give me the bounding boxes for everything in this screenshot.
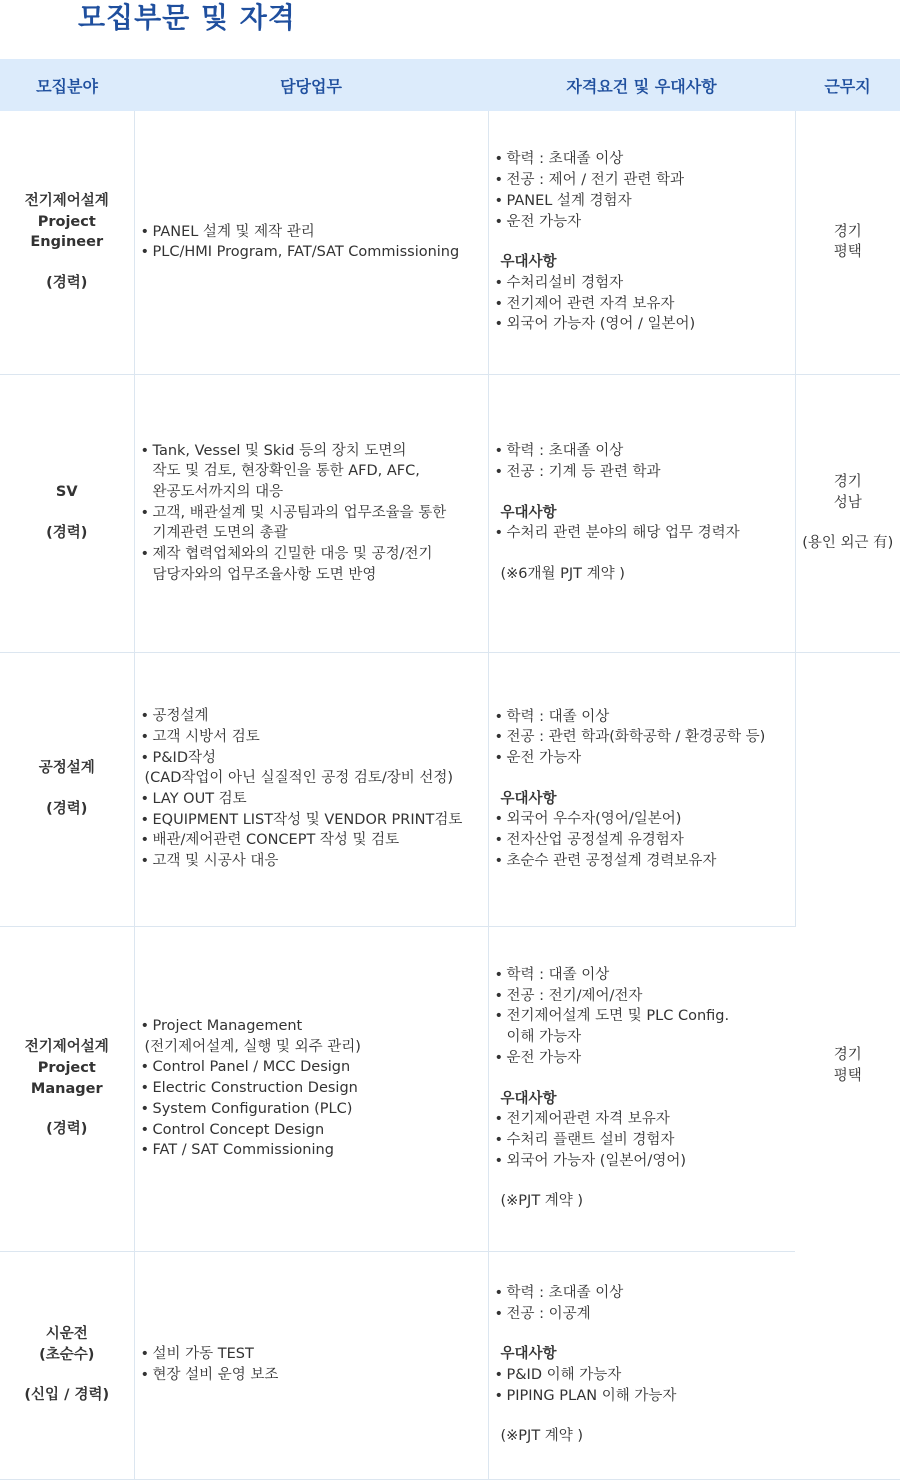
duty-continuation: 기계관련 도면의 총괄 <box>141 523 484 544</box>
requirements-cell <box>488 1251 795 1479</box>
preference-title: 우대사항 <box>495 252 791 273</box>
requirement-item: • 전공 : 이공계 <box>495 1304 792 1325</box>
field-name: 전기제어설계 <box>0 1037 134 1058</box>
duty-item: • 공정설계 <box>141 706 484 727</box>
duty-item: • Electric Construction Design <box>141 1078 484 1099</box>
location-line: 성남 <box>796 493 900 514</box>
requirement-item: • 전공 : 기계 등 관련 학과 <box>495 462 791 483</box>
table-row <box>0 926 900 1251</box>
duty-item: • PLC/HMI Program, FAT/SAT Commissioning <box>141 242 484 263</box>
duties-cell <box>134 926 488 1251</box>
field-name: SV <box>0 482 134 503</box>
duty-item: • Tank, Vessel 및 Skid 등의 장치 도면의 <box>141 441 484 462</box>
contract-note: (※6개월 PJT 계약 ) <box>495 564 791 585</box>
field-name: 시운전 <box>0 1324 134 1345</box>
table-row <box>0 1251 900 1479</box>
header-field: 모집분야 <box>0 59 134 111</box>
preference-item: • 전자산업 공정설계 유경험자 <box>495 830 791 851</box>
field-cell <box>0 1251 134 1479</box>
duty-continuation: 작도 및 검토, 현장확인을 통한 AFD, AFC, <box>141 461 484 482</box>
duty-continuation: (전기제어설계, 실행 및 외주 관리) <box>141 1037 484 1058</box>
preference-item: • 초순수 관련 공정설계 경력보유자 <box>495 851 791 872</box>
field-level: (경력) <box>0 799 134 820</box>
preference-item: • 수처리 플랜트 설비 경험자 <box>495 1130 792 1151</box>
requirements-cell <box>488 652 795 926</box>
duty-item: • PANEL 설계 및 제작 관리 <box>141 222 484 243</box>
duty-continuation: (CAD작업이 아닌 실질적인 공정 검토/장비 선정) <box>141 768 484 789</box>
requirement-continuation: 이해 가능자 <box>495 1027 792 1048</box>
preference-title: 우대사항 <box>495 1089 792 1110</box>
duty-item: • 배관/제어관련 CONCEPT 작성 및 검토 <box>141 830 484 851</box>
location-line: 평택 <box>796 242 900 263</box>
table-row <box>0 374 900 652</box>
duty-item: • 설비 가동 TEST <box>141 1344 484 1365</box>
duty-continuation: 담당자와의 업무조율사항 도면 반영 <box>141 565 484 586</box>
preference-title: 우대사항 <box>495 789 791 810</box>
preference-item: • 수처리 관련 분야의 해당 업무 경력자 <box>495 523 791 544</box>
page-title: 모집부문 및 자격 <box>78 0 296 40</box>
requirement-item: • 학력 : 초대졸 이상 <box>495 441 791 462</box>
preference-item: • P&ID 이해 가능자 <box>495 1365 792 1386</box>
requirement-item: • 운전 가능자 <box>495 1048 792 1069</box>
field-name: 공정설계 <box>0 758 134 779</box>
requirements-cell <box>488 111 795 374</box>
requirement-item: • 학력 : 초대졸 이상 <box>495 1283 792 1304</box>
requirement-item: • 전공 : 제어 / 전기 관련 학과 <box>495 170 791 191</box>
duty-item: • 제작 협력업체와의 긴밀한 대응 및 공정/전기 <box>141 544 484 565</box>
table-header-row <box>0 59 900 111</box>
duty-item: • Control Panel / MCC Design <box>141 1057 484 1078</box>
preference-title: 우대사항 <box>495 503 791 524</box>
requirement-item: • 학력 : 대졸 이상 <box>495 707 791 728</box>
location-line: 경기 <box>796 1045 900 1066</box>
header-location: 근무지 <box>795 59 900 111</box>
preference-item: • 전기제어 관련 자격 보유자 <box>495 294 791 315</box>
duty-continuation: 완공도서까지의 대응 <box>141 482 484 503</box>
duty-item: • P&ID작성 <box>141 748 484 769</box>
field-level: (경력) <box>0 523 134 544</box>
contract-note: (※PJT 계약 ) <box>495 1191 792 1212</box>
table-row <box>0 111 900 374</box>
location-cell <box>795 652 900 1479</box>
duties-cell <box>134 652 488 926</box>
requirement-item: • 운전 가능자 <box>495 748 791 769</box>
field-name: Project Engineer <box>0 212 134 253</box>
location-line: 평택 <box>796 1066 900 1087</box>
duty-item: • EQUIPMENT LIST작성 및 VENDOR PRINT검토 <box>141 810 484 831</box>
duty-item: • System Configuration (PLC) <box>141 1099 484 1120</box>
location-cell <box>795 374 900 652</box>
requirement-item: • 전공 : 전기/제어/전자 <box>495 986 792 1007</box>
location-line: 경기 <box>796 472 900 493</box>
preference-title: 우대사항 <box>495 1344 792 1365</box>
duty-item: • 현장 설비 운영 보조 <box>141 1365 484 1386</box>
location-note: (용인 외근 有) <box>796 533 900 554</box>
requirements-cell <box>488 926 795 1251</box>
field-cell <box>0 111 134 374</box>
field-name: Project Manager <box>0 1058 134 1099</box>
requirements-cell <box>488 374 795 652</box>
header-requirements: 자격요건 및 우대사항 <box>488 59 795 111</box>
preference-item: • 외국어 가능자 (영어 / 일본어) <box>495 314 791 335</box>
duty-item: • Project Management <box>141 1016 484 1037</box>
field-cell <box>0 652 134 926</box>
location-line: 경기 <box>796 222 900 243</box>
requirement-item: • 학력 : 초대졸 이상 <box>495 149 791 170</box>
requirement-item: • 전기제어설계 도면 및 PLC Config. <box>495 1006 792 1027</box>
table-row <box>0 652 900 926</box>
duty-item: • Control Concept Design <box>141 1120 484 1141</box>
contract-note: (※PJT 계약 ) <box>495 1426 792 1447</box>
location-cell <box>795 111 900 374</box>
requirement-item: • 학력 : 대졸 이상 <box>495 965 792 986</box>
field-cell <box>0 926 134 1251</box>
duty-item: • LAY OUT 검토 <box>141 789 484 810</box>
duties-cell <box>134 374 488 652</box>
requirement-item: • PANEL 설계 경험자 <box>495 191 791 212</box>
duty-item: • 고객 시방서 검토 <box>141 727 484 748</box>
field-level: (경력) <box>0 273 134 294</box>
requirement-item: • 운전 가능자 <box>495 212 791 233</box>
field-name: 전기제어설계 <box>0 191 134 212</box>
duties-cell <box>134 1251 488 1479</box>
preference-item: • 전기제어관련 자격 보유자 <box>495 1109 792 1130</box>
preference-item: • 외국어 우수자(영어/일본어) <box>495 809 791 830</box>
preference-item: • 외국어 가능자 (일본어/영어) <box>495 1151 792 1172</box>
duty-item: • FAT / SAT Commissioning <box>141 1140 484 1161</box>
duties-cell <box>134 111 488 374</box>
header-duties: 담당업무 <box>134 59 488 111</box>
duty-item: • 고객 및 시공사 대응 <box>141 851 484 872</box>
field-level: (경력) <box>0 1119 134 1140</box>
requirement-item: • 전공 : 관련 학과(화학공학 / 환경공학 등) <box>495 727 791 748</box>
field-name: (초순수) <box>0 1345 134 1366</box>
duty-item: • 고객, 배관설계 및 시공팀과의 업무조율을 통한 <box>141 503 484 524</box>
preference-item: • PIPING PLAN 이해 가능자 <box>495 1386 792 1407</box>
recruitment-table <box>0 59 900 1480</box>
field-level: (신입 / 경력) <box>0 1385 134 1406</box>
preference-item: • 수처리설비 경험자 <box>495 273 791 294</box>
field-cell <box>0 374 134 652</box>
